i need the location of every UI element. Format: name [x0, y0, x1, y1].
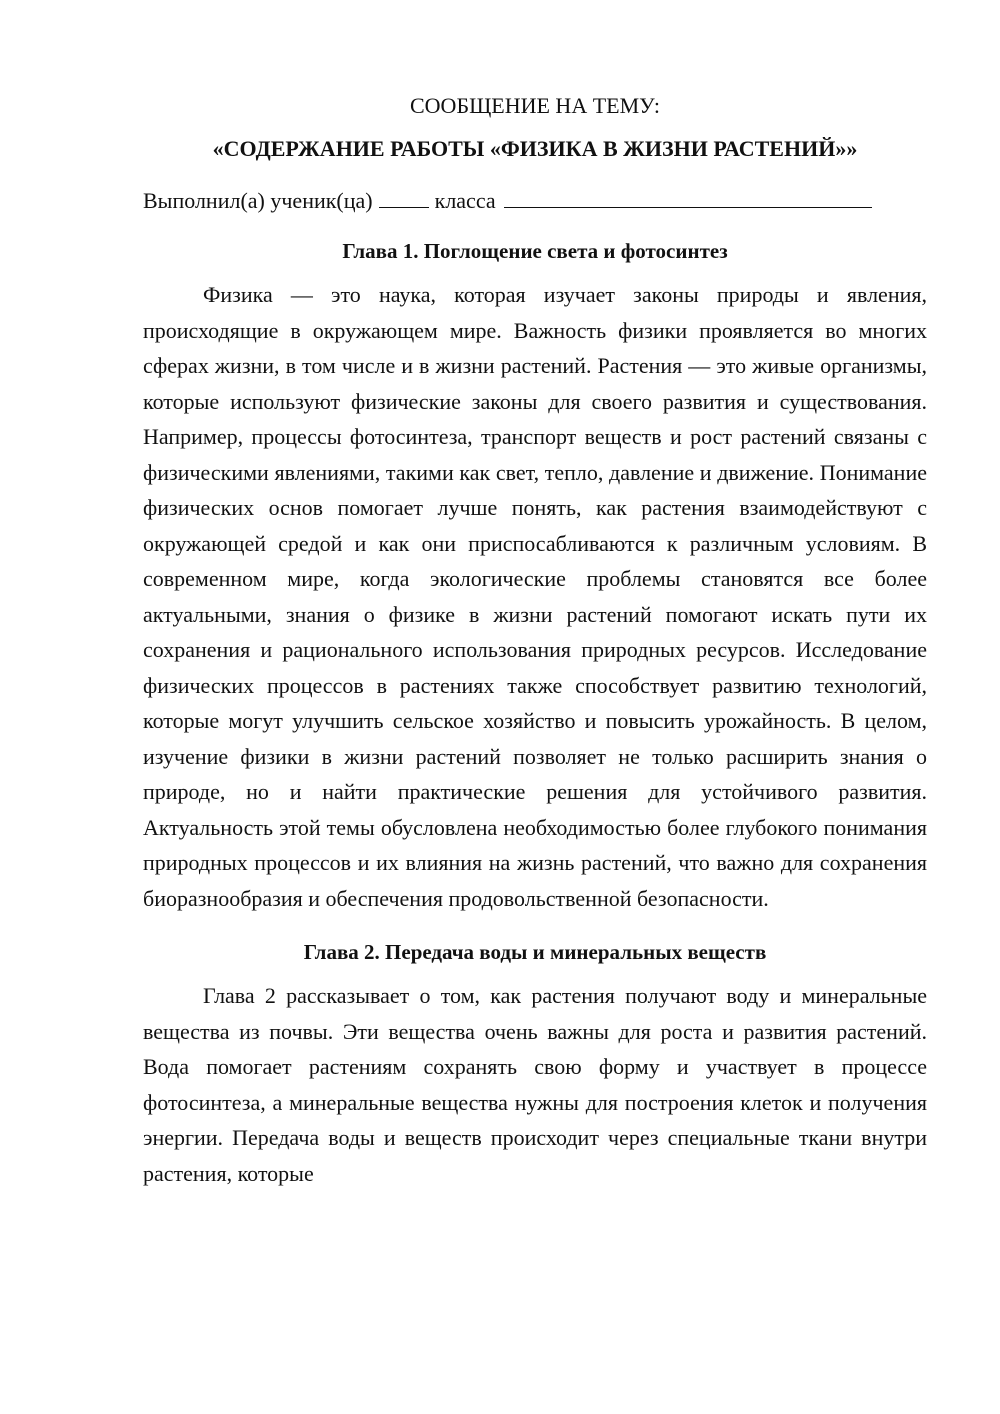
author-prefix: Выполнил(а) ученик(ца): [143, 188, 373, 213]
class-label: класса: [434, 188, 496, 213]
chapter-2-text: Глава 2 рассказывает о том, как растения получают воду и минеральные вещества из почвы. Эти вещества очень важны для роста и развития растений. Вода помогает растениям сохранять свою форму и участвует в процессе фотосинтеза, а минеральные вещества нужны для построения клеток и получения энергии. Передача воды и веществ происходит через специальные ткани внутри растения, которые: [143, 983, 927, 1186]
document-title: СООБЩЕНИЕ НА ТЕМУ:: [410, 93, 660, 118]
chapter-2-heading: Глава 2. Передача воды и минеральных веществ: [303, 940, 767, 964]
author-line: [143, 187, 927, 215]
document-page: [143, 92, 927, 1191]
document-subtitle: «СОДЕРЖАНИЕ РАБОТЫ «ФИЗИКА В ЖИЗНИ РАСТЕНИЙ»»: [212, 136, 858, 161]
class-name-blank: [504, 187, 872, 208]
chapter-1-text: Физика — это наука, которая изучает законы природы и явления, происходящие в окружающем мире. Важность физики проявляется во многих сферах жизни, в том числе и в жизни растений. Растения — это живые организмы, которые используют физические законы для своего развития и существования. Например, процессы фотосинтеза, транспорт веществ и рост растений связаны с физическими явлениями, такими как свет, тепло, давление и движение. Понимание физических основ помогает лучше понять, как растения взаимодействуют с окружающей средой и как они приспосабливаются к различным условиям. В современном мире, когда экологические проблемы становятся все более актуальными, знания о физике в жизни растений помогают искать пути их сохранения и рационального использования природных ресурсов. Исследование физических процессов в растениях также способствует развитию технологий, которые могут улучшить сельское хозяйство и повысить урожайность. В целом, изучение физики в жизни растений позволяет не только расширить знания о природе, но и найти практические решения для устойчивого развития. Актуальность этой темы обусловлена необходимостью более глубокого понимания природных процессов и их влияния на жизнь растений, что важно для сохранения биоразнообразия и обеспечения продовольственной безопасности.: [143, 282, 927, 911]
class-number-blank: [379, 187, 429, 208]
chapter-1-heading: Глава 1. Поглощение света и фотосинтез: [342, 239, 728, 263]
